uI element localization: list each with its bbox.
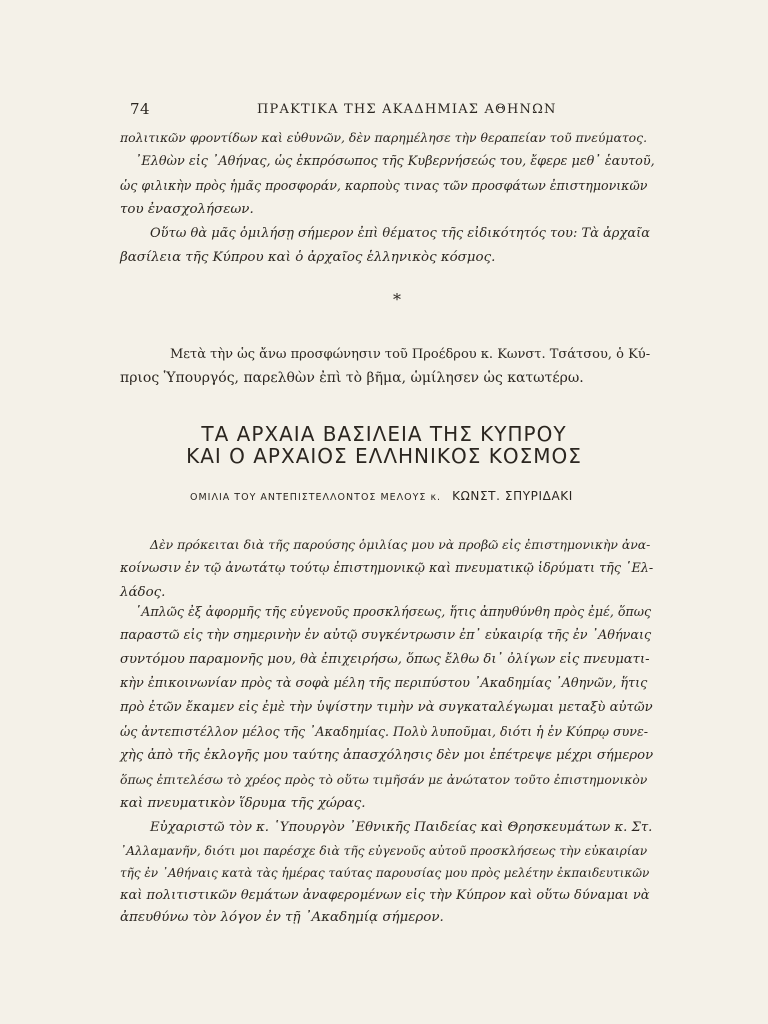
text-line: ῾Απλῶς ἐξ ἀφορμῆς τῆς εὐγενοῦς προσκλήσεως, ἥτις ἀπηυθύνθη πρὸς ἐμέ, ὅπως (135, 604, 652, 619)
text-line: καὶ πολιτιστικῶν θεμάτων ἀναφερομένων εἰς τὴν Κύπρον καὶ οὕτω δύναμαι νὰ (120, 888, 650, 903)
text-line: ᾿Ελθὼν εἰς ᾿Αθήνας, ὡς ἐκπρόσωπος τῆς Κυβερνήσεώς του, ἔφερε μεθ᾿ ἑαυτοῦ, (135, 154, 655, 169)
text-line: λάδος. (120, 585, 166, 600)
text-line: Δὲν πρόκειται διὰ τῆς παρούσης ὁμιλίας μου νὰ προβῶ εἰς ἐπιστημονικὴν ἀνα- (150, 537, 651, 552)
text-line: ᾿Αλλαμανῆν, διότι μοι παρέσχε διὰ τῆς εὐγενοῦς αὐτοῦ προσκλήσεως τὴν εὐκαιρίαν (120, 844, 648, 858)
text-line: ὡς ἀντεπιστέλλον μέλος τῆς ᾿Ακαδημίας. Πολὺ λυποῦμαι, διότι ἡ ἐν Κύπρῳ συνε- (120, 724, 648, 739)
text-line: Εὐχαριστῶ τὸν κ. ῾Υπουργὸν ᾿Εθνικῆς Παιδείας καὶ Θρησκευμάτων κ. Στ. (150, 820, 653, 835)
byline-name: ΚΩΝΣΤ. ΣΠΥΡΙΔΑΚΙ (452, 489, 573, 503)
text-line: κοίνωσιν ἐν τῷ ἀνωτάτῳ τούτῳ ἐπιστημονικῷ καὶ πνευματικῷ ἱδρύματι τῆς ῾Ελ- (120, 561, 654, 576)
asterisk-separator: * (393, 290, 401, 309)
text-line: παραστῶ εἰς τὴν σημερινὴν ἐν αὐτῷ συγκέντρωσιν ἐπ᾿ εὐκαιρίᾳ τῆς ἐν ᾿Αθήναις (120, 628, 652, 643)
text-line: πρὸ ἐτῶν ἔκαμεν εἰς ἐμὲ τὴν ὑψίστην τιμὴν νὰ συγκαταλέγωμαι μεταξὺ αὐτῶν (120, 700, 653, 715)
text-line: Μετὰ τὴν ὡς ἄνω προσφώνησιν τοῦ Προέδρου κ. Κωνστ. Τσάτσου, ὁ Κύ- (170, 347, 651, 362)
text-line: συντόμου παραμονῆς μου, θὰ ἐπιχειρήσω, ὅπως ἔλθω δι᾿ ὀλίγων εἰς πνευματι- (120, 652, 650, 667)
text-line: καὶ πνευματικὸν ἵδρυμα τῆς χώρας. (120, 796, 366, 811)
byline-prefix: ΟΜΙΛΙΑ ΤΟΥ ΑΝΤΕΠΙΣΤΕΛΛΟΝΤΟΣ ΜΕΛΟΥΣ κ. (190, 492, 442, 503)
text-line: ἀπευθύνω τὸν λόγον ἐν τῇ ᾿Ακαδημίᾳ σήμερον. (120, 910, 444, 925)
text-line: βασίλεια τῆς Κύπρου καὶ ὁ ἀρχαῖος ἑλληνικὸς κόσμος. (120, 250, 496, 265)
text-line: πριος Ὑπουργός, παρελθὼν ἐπὶ τὸ βῆμα, ὡμίλησεν ὡς κατωτέρω. (120, 370, 584, 386)
byline (190, 485, 573, 504)
text-line: τῆς ἐν ᾿Αθήναις κατὰ τὰς ἡμέρας ταύτας παρουσίας μου πρὸς μελέτην ἐκπαιδευτικῶν (120, 866, 650, 880)
text-line: κὴν ἐπικοινωνίαν πρὸς τὰ σοφὰ μέλη τῆς περιπύστου ᾿Ακαδημίας ᾿Αθηνῶν, ἥτις (120, 676, 648, 691)
speech-title-line-2: ΚΑΙ Ο ΑΡΧΑΙΟΣ ΕΛΛΗΝΙΚΟΣ ΚΟΣΜΟΣ (186, 444, 582, 468)
text-line: ὅπως ἐπιτελέσω τὸ χρέος πρὸς τὸ οὕτω τιμῆσάν με ἀνώτατον τοῦτο ἐπιστημονικὸν (120, 772, 648, 787)
text-line: του ἐνασχολήσεων. (120, 202, 254, 217)
text-line: πολιτικῶν φροντίδων καὶ εὐθυνῶν, δὲν παρημέλησε τὴν θεραπείαν τοῦ πνεύματος. (120, 130, 648, 145)
running-title: ΠΡΑΚΤΙΚΑ ΤΗΣ ΑΚΑΔΗΜΙΑΣ ΑΘΗΝΩΝ (257, 102, 557, 117)
text-line: Οὕτω θὰ μᾶς ὁμιλήσῃ σήμερον ἐπὶ θέματος τῆς εἰδικότητός του: Τὰ ἀρχαῖα (150, 226, 650, 241)
text-line: ὡς φιλικὴν πρὸς ἡμᾶς προσφοράν, καρποὺς τινας τῶν προσφάτων ἐπιστημονικῶν (120, 178, 648, 193)
page-header (130, 100, 640, 120)
speech-title-line-1: ΤΑ ΑΡΧΑΙΑ ΒΑΣΙΛΕΙΑ ΤΗΣ ΚΥΠΡΟΥ (201, 422, 567, 446)
page-number: 74 (130, 100, 151, 118)
text-line: χὴς ἀπὸ τῆς ἐκλογῆς μου ταύτης ἀπασχόλησις δὲν μοι ἐπέτρεψε μέχρι σήμερον (120, 748, 654, 763)
